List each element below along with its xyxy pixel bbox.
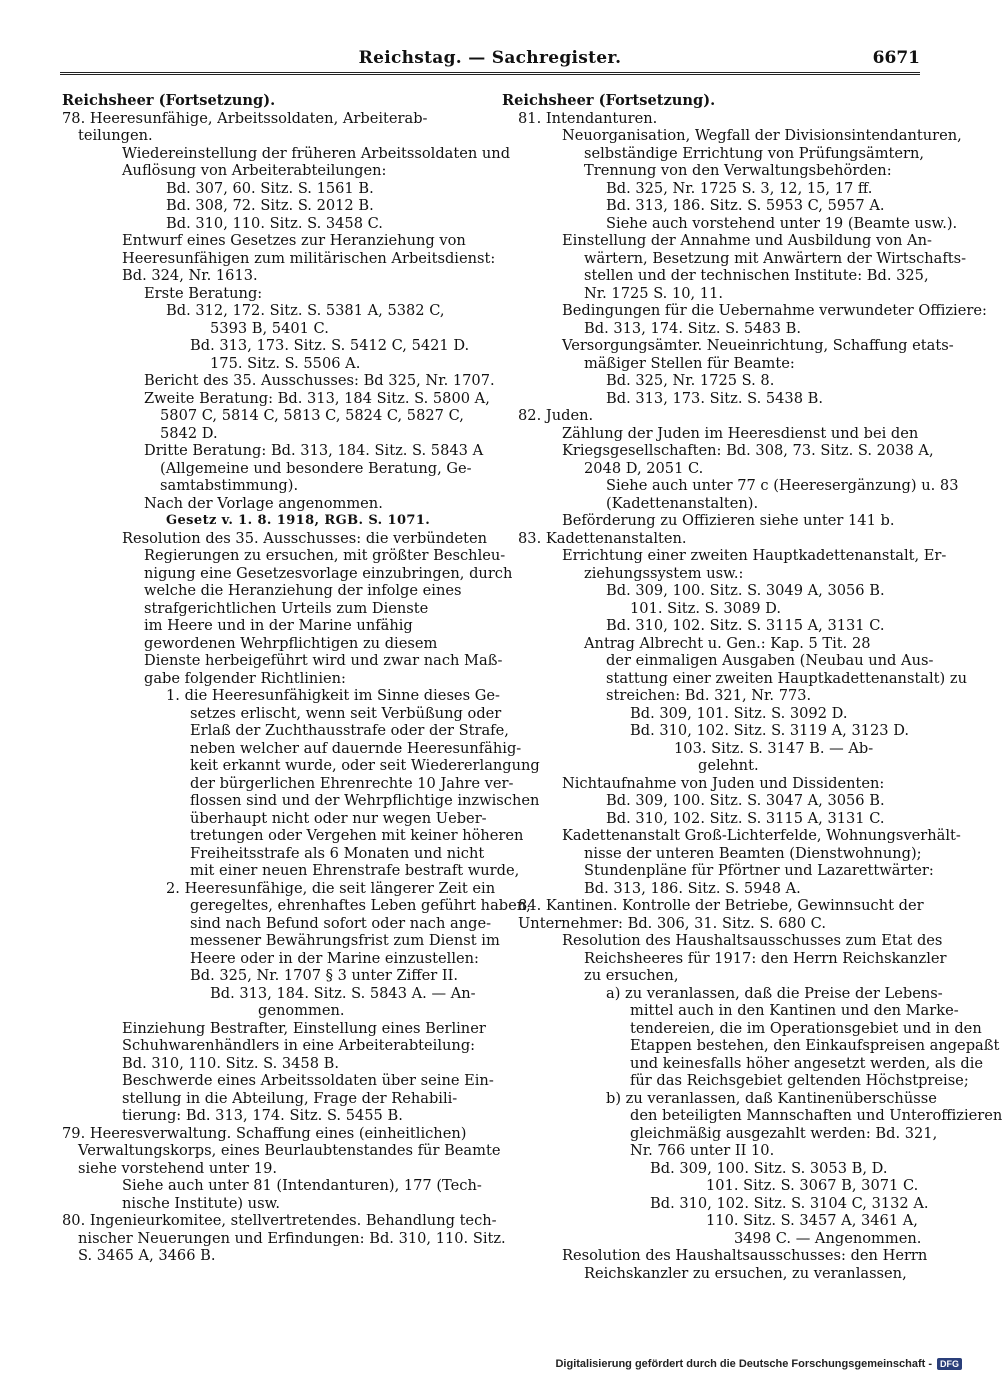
entry-line: Auflösung von Arbeiterabteilungen:: [122, 162, 387, 179]
entry-line: gabe folgender Richtlinien:: [144, 669, 346, 687]
entry-line: Heere oder in der Marine einzustellen:: [190, 949, 479, 967]
entry-line: gleichmäßig ausgezahlt werden: Bd. 321,: [630, 1124, 938, 1142]
entry-line: streichen: Bd. 321, Nr. 773.: [606, 687, 812, 704]
entry-line: messener Bewährungsfrist zum Dienst im: [190, 932, 500, 949]
entry-line: 175. Sitz. S. 5506 A.: [210, 354, 361, 372]
entry-line: Bd. 310, 102. Sitz. S. 3119 A, 3123 D.: [630, 722, 910, 739]
entry-line: Nach der Vorlage angenommen.: [144, 494, 383, 512]
entry-line: tretungen oder Vergehen mit keiner höheren: [190, 827, 524, 844]
entry-line: der einmaligen Ausgaben (Neubau und Aus-: [606, 652, 934, 669]
entry-line: überhaupt nicht oder nur wegen Ueber-: [190, 809, 487, 827]
entry-line: Bd. 313, 173. Sitz. S. 5438 B.: [606, 389, 824, 407]
entry-line: der bürgerlichen Ehrenrechte 10 Jahre ver-: [190, 774, 514, 792]
entry-line: sind nach Befund sofort oder nach ange-: [190, 914, 492, 932]
entry-line: Reichsheeres für 1917: den Herrn Reichskanzler: [584, 949, 947, 967]
law-reference: Gesetz v. 1. 8. 1918, RGB. S. 1071.: [166, 513, 431, 528]
entry-line: Siehe auch unter 81 (Intendanturen), 177 (Tech-: [122, 1177, 482, 1194]
entry-line: tendereien, die im Operationsgebiet und in den: [630, 1019, 982, 1037]
entry-line: siehe vorstehend unter 19.: [78, 1159, 278, 1177]
entry-line: Zweite Beratung: Bd. 313, 184 Sitz. S. 5800 A,: [144, 389, 490, 407]
running-title: Reichstag. — Sachregister.: [358, 48, 622, 68]
entry-line: 5842 D.: [160, 424, 218, 442]
entry-line: im Heere und in der Marine unfähig: [144, 617, 413, 634]
footer-credit: [555, 1358, 962, 1370]
entry-line: gelehnt.: [698, 757, 759, 774]
entry-line: 103. Sitz. S. 3147 B. — Ab-: [674, 739, 874, 757]
entry-line: Bd. 310, 110. Sitz. S. 3458 B.: [122, 1054, 340, 1072]
entry-line: mit einer neuen Ehrenstrafe bestraft wurde,: [190, 862, 520, 879]
entry-line: Beförderung zu Offizieren siehe unter 141 b.: [562, 512, 895, 529]
entry-line: 110. Sitz. S. 3457 A, 3461 A,: [706, 1212, 918, 1229]
entry-line: Verwaltungskorps, eines Beurlaubtenstandes für Beamte: [78, 1142, 501, 1159]
entry-line: Bd. 308, 72. Sitz. S. 2012 B.: [166, 197, 374, 214]
entry-line: Einstellung der Annahme und Ausbildung von An-: [562, 232, 932, 249]
entry-line: Bd. 324, Nr. 1613.: [122, 267, 258, 284]
entry-line: zu ersuchen,: [584, 967, 679, 984]
entry-line: stellen und der technischen Institute: Bd. 325,: [584, 267, 929, 284]
entry-line: Heeresunfähigen zum militärischen Arbeitsdienst:: [122, 249, 496, 267]
right-column: [502, 92, 1002, 1282]
entry-line: Bd. 310, 102. Sitz. S. 3115 A, 3131 C.: [606, 617, 885, 634]
entry-line: Bd. 310, 102. Sitz. S. 3104 C, 3132 A.: [650, 1194, 929, 1212]
entry-line: nischer Neuerungen und Erfindungen: Bd. 310, 110. Sitz.: [78, 1229, 506, 1247]
entry-line: Bericht des 35. Ausschusses: Bd 325, Nr. 1707.: [144, 372, 495, 389]
entry-line: den beteiligten Mannschaften und Unteroffizieren: [630, 1107, 1002, 1124]
entry-line: Bd. 309, 100. Sitz. S. 3053 B, D.: [650, 1159, 888, 1177]
section-heading: Reichsheer (Fortsetzung).: [502, 92, 716, 109]
entry-line: und keinesfalls höher angesetzt werden, als die: [630, 1054, 984, 1072]
entry-line: geregeltes, ehrenhaftes Leben geführt haben,: [190, 897, 531, 914]
entry-line: flossen sind und der Wehrpflichtige inzwischen: [190, 792, 540, 809]
entry-line: Bd. 313, 186. Sitz. S. 5953 C, 5957 A.: [606, 197, 885, 214]
entry-line: Erste Beratung:: [144, 284, 263, 302]
entry-line: Siehe auch unter 77 c (Heeresergänzung) u. 83: [606, 477, 959, 494]
entry-line: 5393 B, 5401 C.: [210, 319, 329, 337]
entry-line: Siehe auch vorstehend unter 19 (Beamte usw.).: [606, 214, 958, 232]
entry-line: Dienste herbeigeführt wird und zwar nach Maß-: [144, 652, 503, 669]
entry-line: 79. Heeresverwaltung. Schaffung eines (einheitlichen): [62, 1124, 467, 1142]
entry-line: Stundenpläne für Pförtner und Lazarettwärter:: [584, 862, 934, 879]
entry-line: keit erkannt wurde, oder seit Wiedererlangung: [190, 757, 540, 774]
entry-line: Trennung von den Verwaltungsbehörden:: [584, 162, 892, 179]
section-heading: Reichsheer (Fortsetzung).: [62, 92, 276, 109]
entry-line: genommen.: [258, 1002, 345, 1019]
entry-line: Dritte Beratung: Bd. 313, 184. Sitz. S. 5843 A: [144, 442, 484, 459]
entry-line: S. 3465 A, 3466 B.: [78, 1247, 216, 1264]
entry-line: Nr. 766 unter II 10.: [630, 1142, 775, 1159]
entry-line: welche die Heranziehung der infolge eines: [144, 582, 462, 599]
entry-line: 3498 C. — Angenommen.: [734, 1229, 922, 1247]
entry-line: 101. Sitz. S. 3067 B, 3071 C.: [706, 1177, 919, 1194]
entry-line: Bd. 313, 173. Sitz. S. 5412 C, 5421 D.: [190, 337, 470, 354]
entry-line: Bd. 313, 184. Sitz. S. 5843 A. — An-: [210, 984, 476, 1002]
entry-line: stattung einer zweiten Hauptkadettenanstalt) zu: [606, 669, 967, 687]
entry-line: wärtern, Besetzung mit Anwärtern der Wirtschafts-: [584, 249, 967, 267]
entry-line: Bd. 313, 186. Sitz. S. 5948 A.: [584, 879, 801, 897]
entry-line: Bd. 325, Nr. 1707 § 3 unter Ziffer II.: [190, 967, 459, 984]
entry-line: Resolution des Haushaltsausschusses: den Herrn: [562, 1247, 928, 1264]
entry-line: Unternehmer: Bd. 306, 31. Sitz. S. 680 C.: [518, 914, 826, 932]
header-rule: [60, 72, 920, 75]
entry-line: 101. Sitz. S. 3089 D.: [630, 599, 781, 617]
entry-line: 80. Ingenieurkomitee, stellvertretendes. Behandlung tech-: [62, 1212, 497, 1229]
entry-line: Neuorganisation, Wegfall der Divisionsintendanturen,: [562, 127, 962, 144]
entry-line: Bd. 309, 100. Sitz. S. 3049 A, 3056 B.: [606, 582, 885, 599]
entry-line: für das Reichsgebiet geltenden Höchstpreise;: [630, 1072, 969, 1089]
entry-line: Entwurf eines Gesetzes zur Heranziehung von: [122, 232, 466, 249]
entry-line: 78. Heeresunfähige, Arbeitssoldaten, Arbeiterab-: [62, 109, 428, 127]
entry-line: Nichtaufnahme von Juden und Dissidenten:: [562, 774, 885, 792]
entry-line: 81. Intendanturen.: [518, 109, 658, 127]
entry-line: Beschwerde eines Arbeitssoldaten über seine Ein-: [122, 1072, 494, 1089]
dfg-logo: DFG: [937, 1358, 962, 1370]
entry-line: setzes erlischt, wenn seit Verbüßung oder: [190, 704, 502, 722]
left-column: [62, 92, 540, 1265]
entry-line: Zählung der Juden im Heeresdienst und bei den: [562, 424, 919, 442]
entry-line: (Allgemeine und besondere Beratung, Ge-: [160, 459, 472, 477]
entry-line: Wiedereinstellung der früheren Arbeitssoldaten und: [122, 144, 511, 162]
entry-line: Nr. 1725 S. 10, 11.: [584, 284, 724, 302]
entry-line: tierung: Bd. 313, 174. Sitz. S. 5455 B.: [122, 1107, 403, 1124]
entry-line: Bd. 307, 60. Sitz. S. 1561 B.: [166, 179, 374, 197]
page-number: 6671: [872, 48, 920, 68]
entry-line: Bd. 309, 100. Sitz. S. 3047 A, 3056 B.: [606, 792, 885, 809]
entry-line: Schuhwarenhändlers in eine Arbeiterabteilung:: [122, 1037, 476, 1054]
entry-line: stellung in die Abteilung, Frage der Rehabili-: [122, 1089, 458, 1107]
entry-line: nigung eine Gesetzesvorlage einzubringen, durch: [144, 564, 513, 582]
entry-line: 2. Heeresunfähige, die seit längerer Zeit ein: [166, 879, 496, 897]
entry-line: 2048 D, 2051 C.: [584, 459, 704, 477]
entry-line: nisse der unteren Beamten (Dienstwohnung);: [584, 844, 922, 862]
entry-line: Regierungen zu ersuchen, mit größter Beschleu-: [144, 547, 506, 564]
entry-line: mäßiger Stellen für Beamte:: [584, 354, 795, 372]
entry-line: Resolution des Haushaltsausschusses zum Etat des: [562, 932, 943, 949]
entry-line: Bd. 312, 172. Sitz. S. 5381 A, 5382 C,: [166, 302, 445, 319]
entry-line: ziehungssystem usw.:: [584, 564, 744, 582]
entry-line: Antrag Albrecht u. Gen.: Kap. 5 Tit. 28: [584, 634, 871, 652]
entry-line: Bd. 313, 174. Sitz. S. 5483 B.: [584, 319, 802, 337]
entry-line: Bedingungen für die Uebernahme verwundeter Offiziere:: [562, 302, 987, 319]
entry-line: Einziehung Bestrafter, Einstellung eines Berliner: [122, 1019, 486, 1037]
entry-line: 84. Kantinen. Kontrolle der Betriebe, Gewinnsucht der: [518, 897, 924, 914]
entry-line: strafgerichtlichen Urteils zum Dienste: [144, 599, 429, 617]
entry-line: teilungen.: [78, 127, 153, 144]
entry-line: selbständige Errichtung von Prüfungsämtern,: [584, 144, 925, 162]
entry-line: b) zu veranlassen, daß Kantinenüberschüsse: [606, 1089, 937, 1107]
entry-line: mittel auch in den Kantinen und den Marke-: [630, 1002, 959, 1019]
entry-line: Bd. 309, 101. Sitz. S. 3092 D.: [630, 704, 848, 722]
footer-text: Digitalisierung gefördert durch die Deutsche Forschungsgemeinschaft -: [555, 1358, 932, 1370]
entry-line: (Kadettenanstalten).: [606, 494, 759, 512]
entry-line: nische Institute) usw.: [122, 1194, 280, 1212]
entry-line: Erlaß der Zuchthausstrafe oder der Strafe,: [190, 722, 509, 739]
entry-line: 82. Juden.: [518, 407, 594, 424]
entry-line: Kadettenanstalt Groß-Lichterfelde, Wohnungsverhält-: [562, 827, 961, 844]
entry-line: Reichskanzler zu ersuchen, zu veranlassen,: [584, 1264, 907, 1282]
entry-line: Kriegsgesellschaften: Bd. 308, 73. Sitz. S. 2038 A,: [562, 442, 934, 459]
entry-line: Bd. 310, 102. Sitz. S. 3115 A, 3131 C.: [606, 809, 885, 827]
entry-line: gewordenen Wehrpflichtigen zu diesem: [144, 634, 438, 652]
entry-line: 83. Kadettenanstalten.: [518, 529, 687, 547]
entry-line: 1. die Heeresunfähigkeit im Sinne dieses Ge-: [166, 687, 500, 704]
entry-line: Freiheitsstrafe als 6 Monaten und nicht: [190, 844, 485, 862]
entry-line: neben welcher auf dauernde Heeresunfähig-: [190, 739, 522, 757]
entry-line: Errichtung einer zweiten Hauptkadettenanstalt, Er-: [562, 547, 947, 564]
entry-line: Bd. 310, 110. Sitz. S. 3458 C.: [166, 214, 383, 232]
entry-line: Bd. 325, Nr. 1725 S. 8.: [606, 372, 775, 389]
entry-line: Resolution des 35. Ausschusses: die verbündeten: [122, 529, 487, 547]
entry-line: Etappen bestehen, den Einkaufspreisen angepaßt: [630, 1037, 1000, 1054]
page-header: [60, 48, 920, 76]
entry-line: Versorgungsämter. Neueinrichtung, Schaffung etats-: [562, 337, 954, 354]
entry-line: Bd. 325, Nr. 1725 S. 3, 12, 15, 17 ff.: [606, 179, 873, 197]
entry-line: a) zu veranlassen, daß die Preise der Lebens-: [606, 984, 943, 1002]
entry-line: samtabstimmung).: [160, 477, 299, 494]
entry-line: 5807 C, 5814 C, 5813 C, 5824 C, 5827 C,: [160, 407, 464, 424]
